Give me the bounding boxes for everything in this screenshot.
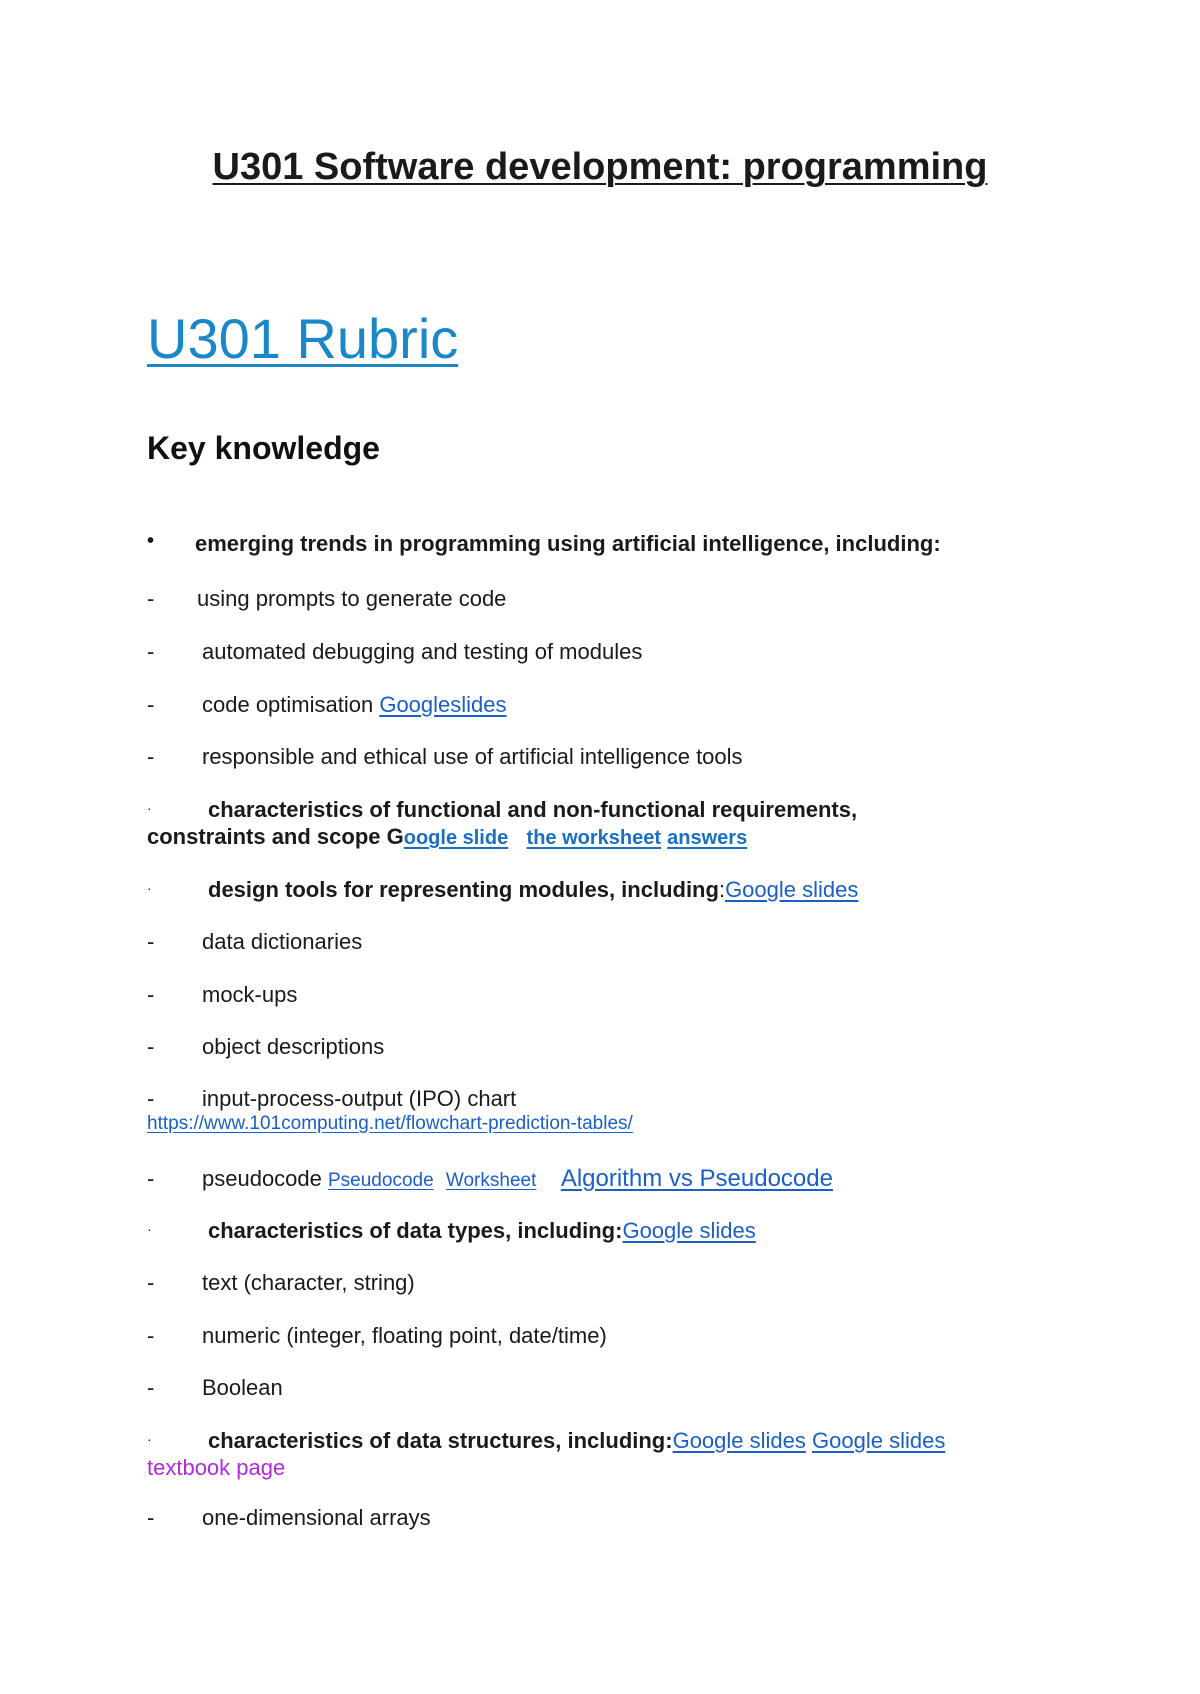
dash-marker: - [147,1086,155,1111]
item-prompts-text: using prompts to generate code [197,586,507,611]
item-data-dictionaries [147,929,362,955]
dash-marker: - [147,1505,155,1530]
item-design-tools-text: design tools for representing modules, including [208,877,719,902]
item-ethics-text: responsible and ethical use of artificial intelligence tools [202,744,743,769]
textbook-page-link[interactable]: textbook page [147,1455,286,1480]
item-text-type [147,1270,415,1296]
dash-marker: - [147,744,155,769]
item-text-type-text: text (character, string) [202,1270,415,1295]
item-arrays-text: one-dimensional arrays [202,1505,431,1530]
pseudocode-worksheet-link[interactable]: Worksheet [445,1170,537,1191]
textbook-line [147,1455,285,1481]
item-numeric-type [147,1323,607,1349]
bullet-marker: • [147,530,155,552]
item-requirements-text-2: constraints and scope G [147,824,404,849]
dash-marker: - [147,1375,155,1400]
item-ipo-chart [147,1086,516,1112]
item-optimisation-text: code optimisation [202,692,380,717]
item-data-structures-text: characteristics of data structures, including: [208,1428,673,1453]
worksheet-link[interactable]: the worksheet [526,827,662,849]
dash-marker: - [147,692,155,717]
item-pseudocode-text: pseudocode [202,1166,328,1191]
item-data-types [147,1218,756,1244]
item-mockups [147,982,297,1008]
google-slide-link[interactable]: oogle slide [403,827,509,849]
dot-marker: · [147,800,152,816]
item-object-descriptions-text: object descriptions [202,1034,385,1059]
ipo-url-line [147,1113,633,1135]
dash-marker: - [147,982,155,1007]
pseudocode-link[interactable]: Pseudocode [328,1170,434,1191]
item-pseudocode [147,1165,833,1193]
dash-marker: - [147,1323,155,1348]
item-requirements-text: characteristics of functional and non-functional requirements, [208,797,858,822]
item-boolean-type-text: Boolean [202,1375,283,1400]
dash-marker: - [147,929,155,954]
dash-marker: - [147,1270,155,1295]
item-data-dictionaries-text: data dictionaries [202,929,363,954]
item-ai-trends [147,531,941,557]
key-knowledge-heading: Key knowledge [147,430,380,466]
page-title: U301 Software development: programming [212,146,988,188]
item-optimisation [147,692,507,718]
item-design-tools-sep: : [718,877,726,902]
data-structures-google-slides-link-1[interactable]: Google slides [672,1428,806,1453]
item-ai-trends-text: emerging trends in programming using artificial intelligence, including: [195,531,941,556]
item-ipo-chart-text: input-process-output (IPO) chart [202,1086,517,1111]
dash-marker: - [147,1166,155,1191]
flowchart-prediction-tables-link[interactable]: https://www.101computing.net/flowchart-prediction-tables/ [147,1113,633,1134]
item-requirements-continued [147,824,747,850]
item-ethics [147,744,743,770]
item-data-structures [147,1428,945,1454]
dot-marker: · [147,1221,152,1237]
item-design-tools [147,877,858,903]
item-object-descriptions [147,1034,384,1060]
dash-marker: - [147,639,155,664]
item-requirements [147,797,857,823]
item-debugging-text: automated debugging and testing of modules [202,639,643,664]
algorithm-vs-pseudocode-link[interactable]: Algorithm vs Pseudocode [560,1165,833,1192]
item-debugging [147,639,642,665]
googleslides-link[interactable]: Googleslides [379,692,507,717]
design-tools-google-slides-link[interactable]: Google slides [725,877,859,902]
dash-marker: - [147,586,155,611]
answers-link[interactable]: answers [667,827,748,849]
dot-marker: · [147,880,152,896]
item-numeric-type-text: numeric (integer, floating point, date/time) [202,1323,607,1348]
rubric-link[interactable]: U301 Rubric [147,307,459,370]
data-structures-google-slides-link-2[interactable]: Google slides [812,1428,946,1453]
dash-marker: - [147,1034,155,1059]
data-types-google-slides-link[interactable]: Google slides [622,1218,756,1243]
dot-marker: · [147,1431,152,1447]
item-boolean-type [147,1375,283,1401]
item-data-types-text: characteristics of data types, including: [208,1218,623,1243]
item-arrays [147,1505,431,1531]
item-prompts [147,586,506,612]
item-mockups-text: mock-ups [202,982,298,1007]
